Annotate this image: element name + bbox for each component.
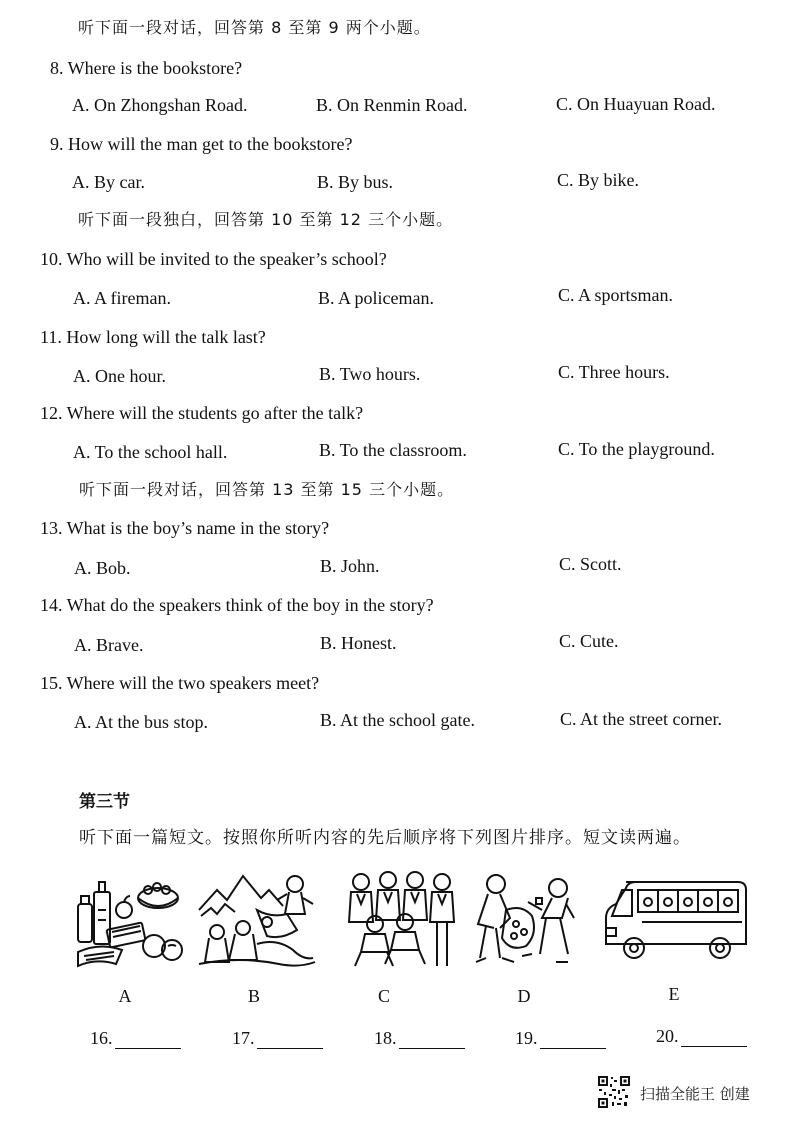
blank-16-line <box>115 1030 181 1049</box>
blank-16-number: 16. <box>90 1028 113 1048</box>
q8-option-b: B. On Renmin Road. <box>316 95 468 115</box>
listening-instruction-3: 听下面一段对话，回答第 13 至第 15 三个小题。 <box>79 480 455 499</box>
picture-e-label: E <box>668 984 680 1004</box>
qr-code-icon <box>597 1075 631 1109</box>
q12-option-c: C. To the playground. <box>558 439 715 459</box>
answer-blank-18[interactable] <box>374 1028 465 1049</box>
blank-20-number: 20. <box>656 1026 679 1046</box>
listening-instruction-1: 听下面一段对话，回答第 8 至第 9 两个小题。 <box>78 18 431 37</box>
q10-option-c: C. A sportsman. <box>558 285 674 305</box>
answer-blank-16[interactable] <box>90 1028 181 1049</box>
picture-e-bus-image <box>602 870 750 970</box>
answer-blank-19[interactable] <box>515 1028 606 1049</box>
question-14: 14. What do the speakers think of the boy in the story? <box>40 595 434 615</box>
q14-option-b: B. Honest. <box>320 633 397 653</box>
picture-a-food-image <box>72 870 192 970</box>
blank-18-number: 18. <box>374 1028 397 1048</box>
q14-option-a: A. Brave. <box>74 635 144 655</box>
q15-option-a: A. At the bus stop. <box>74 712 209 732</box>
blank-20-line <box>681 1028 747 1047</box>
q13-option-b: B. John. <box>320 556 380 576</box>
q9-option-c: C. By bike. <box>557 170 640 190</box>
q11-option-c: C. Three hours. <box>558 362 670 382</box>
blank-19-line <box>540 1030 606 1049</box>
q9-option-b: B. By bus. <box>317 172 394 192</box>
q8-option-a: A. On Zhongshan Road. <box>72 95 248 115</box>
picture-d-cleanup-image <box>466 870 586 970</box>
picture-b-mountain-image <box>197 870 317 970</box>
section-title: 第三节 <box>79 792 130 812</box>
q8-option-c: C. On Huayuan Road. <box>556 94 716 114</box>
question-9: 9. How will the man get to the bookstore? <box>50 134 353 154</box>
picture-d-label: D <box>517 986 531 1006</box>
answer-blank-17[interactable] <box>232 1028 323 1049</box>
q13-option-a: A. Bob. <box>74 558 131 578</box>
question-11: 11. How long will the talk last? <box>40 327 266 347</box>
question-15: 15. Where will the two speakers meet? <box>40 673 320 693</box>
q15-option-c: C. At the street corner. <box>560 709 722 729</box>
q11-option-b: B. Two hours. <box>319 364 421 384</box>
blank-18-line <box>399 1030 465 1049</box>
q9-option-a: A. By car. <box>72 172 145 192</box>
q15-option-b: B. At the school gate. <box>320 710 475 730</box>
blank-19-number: 19. <box>515 1028 538 1048</box>
question-10: 10. Who will be invited to the speaker’s school? <box>40 249 387 269</box>
question-12: 12. Where will the students go after the talk? <box>40 403 364 423</box>
q14-option-c: C. Cute. <box>559 631 619 651</box>
q13-option-c: C. Scott. <box>559 554 622 574</box>
q12-option-b: B. To the classroom. <box>319 440 467 460</box>
q11-option-a: A. One hour. <box>73 366 166 386</box>
blank-17-line <box>257 1030 323 1049</box>
question-8: 8. Where is the bookstore? <box>50 58 243 78</box>
answer-blank-20[interactable] <box>656 1026 747 1047</box>
blank-17-number: 17. <box>232 1028 255 1048</box>
picture-a-label: A <box>118 986 132 1006</box>
question-13: 13. What is the boy’s name in the story? <box>40 518 330 538</box>
scanner-watermark: 扫描全能王 创建 <box>640 1085 750 1103</box>
picture-c-group-image <box>343 870 463 970</box>
section-instruction: 听下面一篇短文。按照你所听内容的先后顺序将下列图片排序。短文读两遍。 <box>79 828 691 848</box>
q12-option-a: A. To the school hall. <box>73 442 228 462</box>
q10-option-a: A. A fireman. <box>73 288 171 308</box>
q10-option-b: B. A policeman. <box>318 288 434 308</box>
listening-instruction-2: 听下面一段独白，回答第 10 至第 12 三个小题。 <box>78 210 454 229</box>
picture-b-label: B <box>247 986 260 1006</box>
picture-c-label: C <box>377 986 390 1006</box>
